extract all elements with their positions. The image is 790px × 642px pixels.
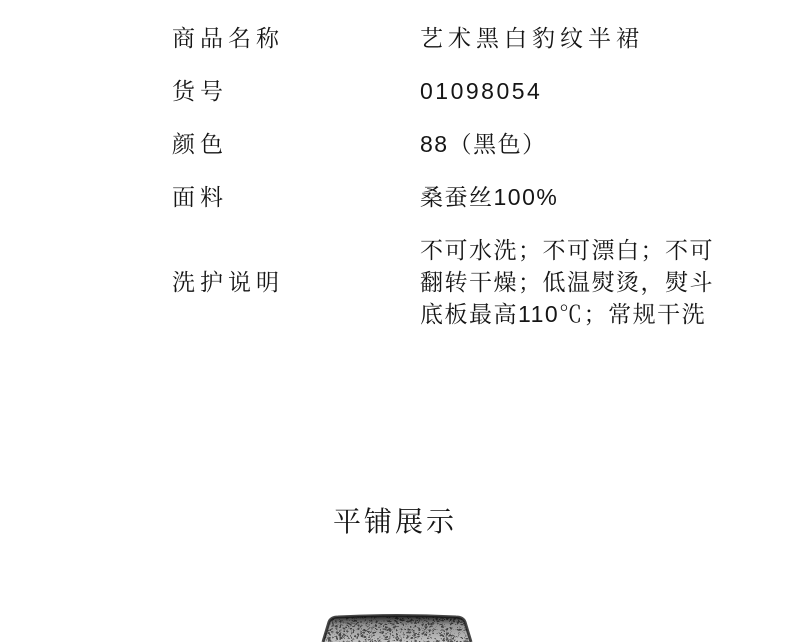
leopard-skirt-waistband-graphic [321,614,473,642]
product-spec-table [172,22,732,351]
spec-row-care-instructions [172,234,732,330]
product-photo-fragment [321,614,473,642]
spec-label: 洗护说明 [172,269,284,295]
section-heading-flat-display: 平铺展示 [332,506,457,537]
spec-row-color [172,128,732,160]
spec-row-item-number [172,75,732,107]
spec-value: 88（黑色） [420,131,547,157]
spec-label: 商品名称 [172,25,284,51]
spec-row-fabric [172,181,732,213]
spec-value: 01098054 [420,78,543,104]
spec-label: 货号 [172,78,228,104]
spec-value: 艺术黑白豹纹半裙 [420,25,644,51]
spec-label: 面料 [172,184,228,210]
spec-value: 桑蚕丝100% [420,184,559,210]
spec-row-product-name [172,22,732,54]
spec-label: 颜色 [172,131,228,157]
spec-value: 不可水洗；不可漂白；不可翻转干燥；低温熨烫，熨斗底板最高110℃；常规干洗 [420,237,714,327]
